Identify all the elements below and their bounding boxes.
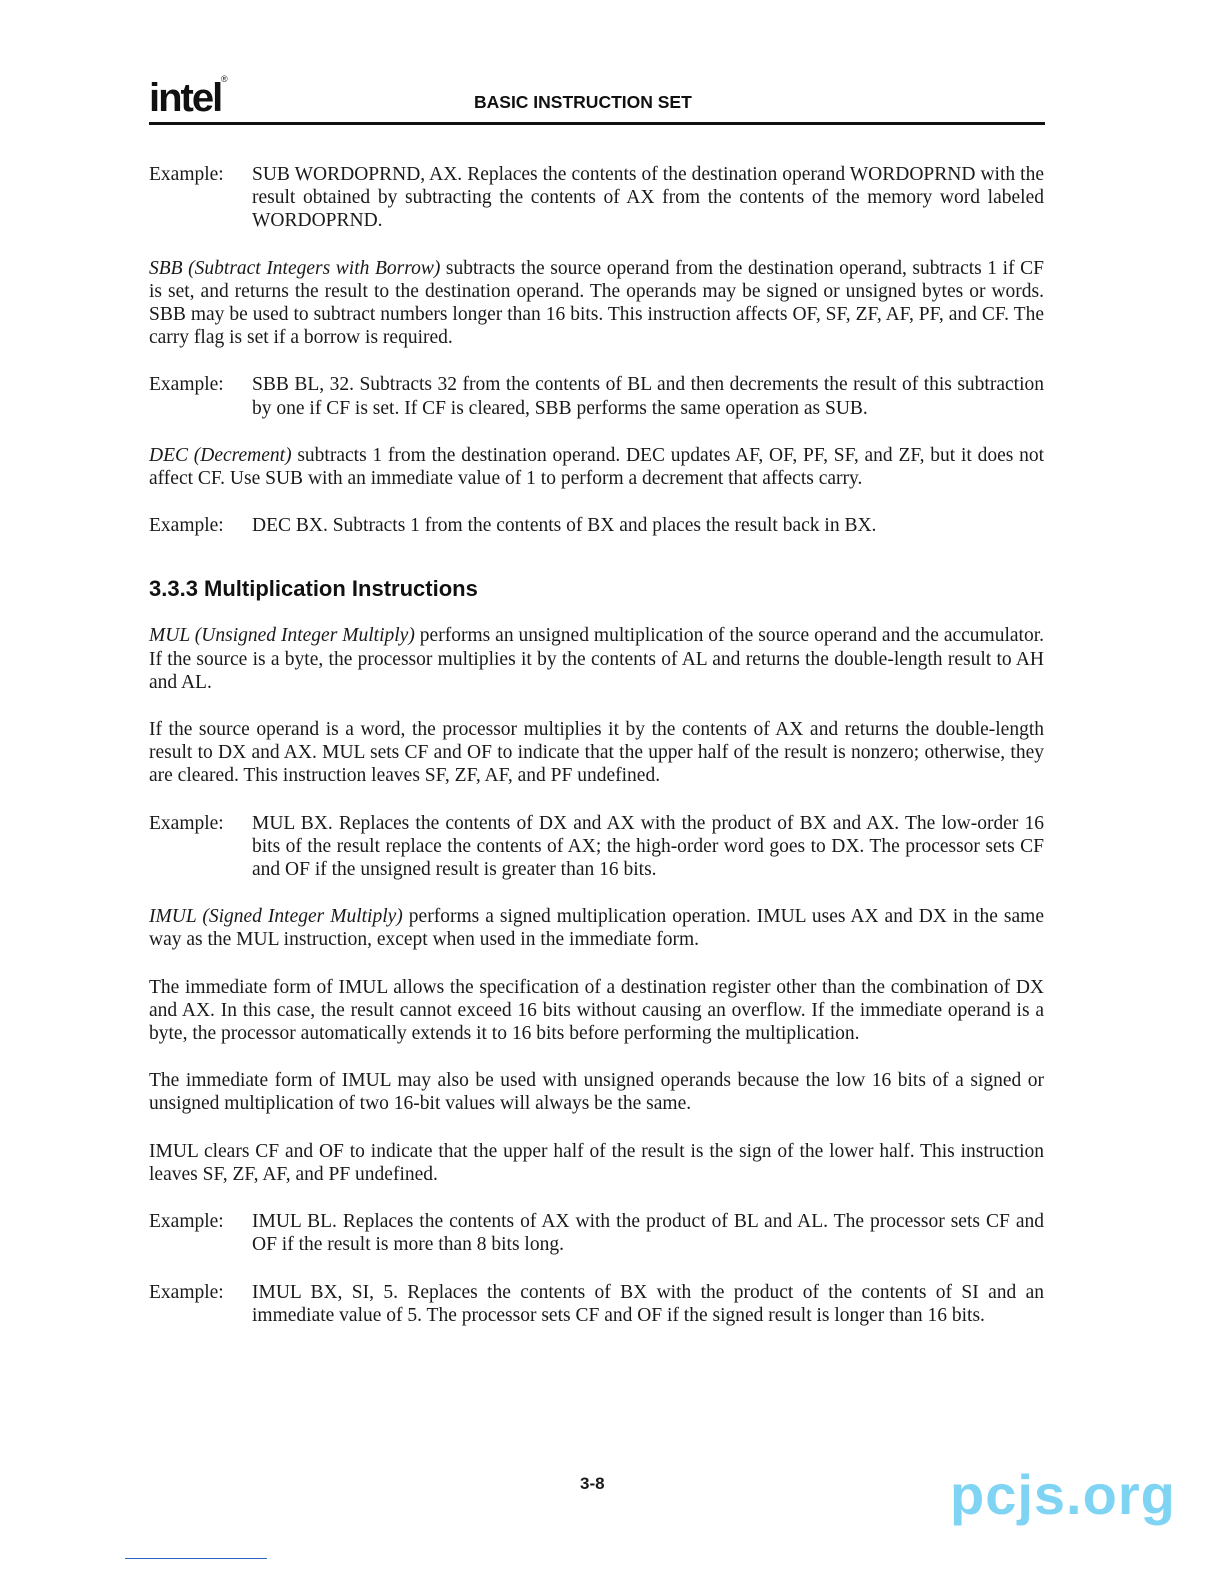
paragraph-imul-immediate: The immediate form of IMUL allows the specification of a destination register other than the combination of DX and AX. In this case, the result cannot exceed 16 bits without causing an overflow. If the immediate operand is a byte, the processor automatically extends it to 16 bits before performing the multiplication. [149,976,1044,1045]
example-imul-bl [149,1210,1044,1256]
example-dec [149,514,1044,537]
example-text: DEC BX. Subtracts 1 from the contents of BX and places the result back in BX. [252,515,877,537]
paragraph-imul-flags: IMUL clears CF and OF to indicate that the upper half of the result is the sign of the lower half. This instruction leaves SF, ZF, AF, and PF undefined. [149,1140,1044,1185]
example-text: SUB WORDOPRND, AX. Replaces the contents of the destination operand WORDOPRND with the result obtained by subtracting the contents of AX from the contents of the memory word labeled WORDOPRND. [252,164,1044,232]
footer-rule [125,1558,267,1559]
example-sub [149,163,1044,233]
paragraph-sbb [149,257,1044,350]
section-heading: 3.3.3 Multiplication Instructions [149,576,478,602]
watermark: pcjs.org [950,1463,1176,1526]
page-body [149,163,1044,1351]
example-label: Example: [149,164,224,185]
example-label: Example: [149,374,224,396]
example-label: Example: [149,515,224,537]
term-dec: DEC (Decrement) [149,444,292,466]
paragraph-mul-word: If the source operand is a word, the processor multiplies it by the contents of AX and returns the double-length result to DX and AX. MUL sets CF and OF to indicate that the upper half of the result is nonzero; otherwise, they are cleared. This instruction leaves SF, ZF, AF, and PF undefined. [149,719,1044,787]
header-rule [149,122,1045,125]
paragraph-text: subtracts the source operand from the destination operand, subtracts 1 if CF is set, and returns the result to the destination operand. The operands may be signed or unsigned bytes or words. SBB may be used to subtract numbers longer than 16 bits. This instruction affects OF, SF, ZF, AF, PF, and CF. The carry flag is set if a borrow is required. [149,257,1044,349]
paragraph-dec [149,444,1044,490]
example-imul-bx [149,1281,1044,1327]
paragraph-imul [149,905,1044,951]
example-label: Example: [149,1211,224,1233]
intel-logo: intel [149,76,222,120]
term-mul: MUL (Unsigned Integer Multiply) [149,625,415,647]
example-label: Example: [149,812,224,834]
example-text: MUL BX. Replaces the contents of DX and AX with the product of BX and AX. The low-order 16 bits of the result replace the contents of AX; the high-order word goes to DX. The processor sets CF and OF if the unsigned result is greater than 16 bits. [252,812,1044,881]
paragraph-imul-unsigned: The immediate form of IMUL may also be used with unsigned operands because the low 16 bits of a signed or unsigned multiplication of two 16-bit values will always be the same. [149,1070,1044,1115]
paragraph-text: performs a signed multiplication operation. IMUL uses AX and DX in the same way as the MUL instruction, except when used in the immediate form. [149,906,1044,951]
example-text: IMUL BX, SI, 5. Replaces the contents of BX with the product of the contents of SI and an immediate value of 5. The processor sets CF and OF if the signed result is longer than 16 bits. [252,1281,1044,1326]
example-text: IMUL BL. Replaces the contents of AX with the product of BL and AL. The processor sets CF and OF if the result is more than 8 bits long. [252,1211,1044,1256]
example-text: SBB BL, 32. Subtracts 32 from the contents of BL and then decrements the result of this subtraction by one if CF is set. If CF is cleared, SBB performs the same operation as SUB. [252,374,1044,419]
example-mul [149,812,1044,882]
paragraph-text: subtracts 1 from the destination operand. DEC updates AF, OF, PF, SF, and ZF, but it does not affect CF. Use SUB with an immediate value of 1 to perform a decrement that affects carry. [149,444,1044,490]
page-number: 3-8 [580,1474,605,1493]
running-title: BASIC INSTRUCTION SET [474,92,692,112]
paragraph-text: performs an unsigned multiplication of the source operand and the accumulator. If the source is a byte, the processor multiplies it by the contents of AL and returns the double-length result to AH and AL. [149,625,1044,693]
example-sbb [149,373,1044,419]
page-header [149,72,1045,126]
term-imul: IMUL (Signed Integer Multiply) [149,906,403,928]
paragraph-mul [149,624,1044,694]
term-sbb: SBB (Subtract Integers with Borrow) [149,257,441,279]
registered-mark: ® [221,74,228,84]
example-label: Example: [149,1281,224,1303]
